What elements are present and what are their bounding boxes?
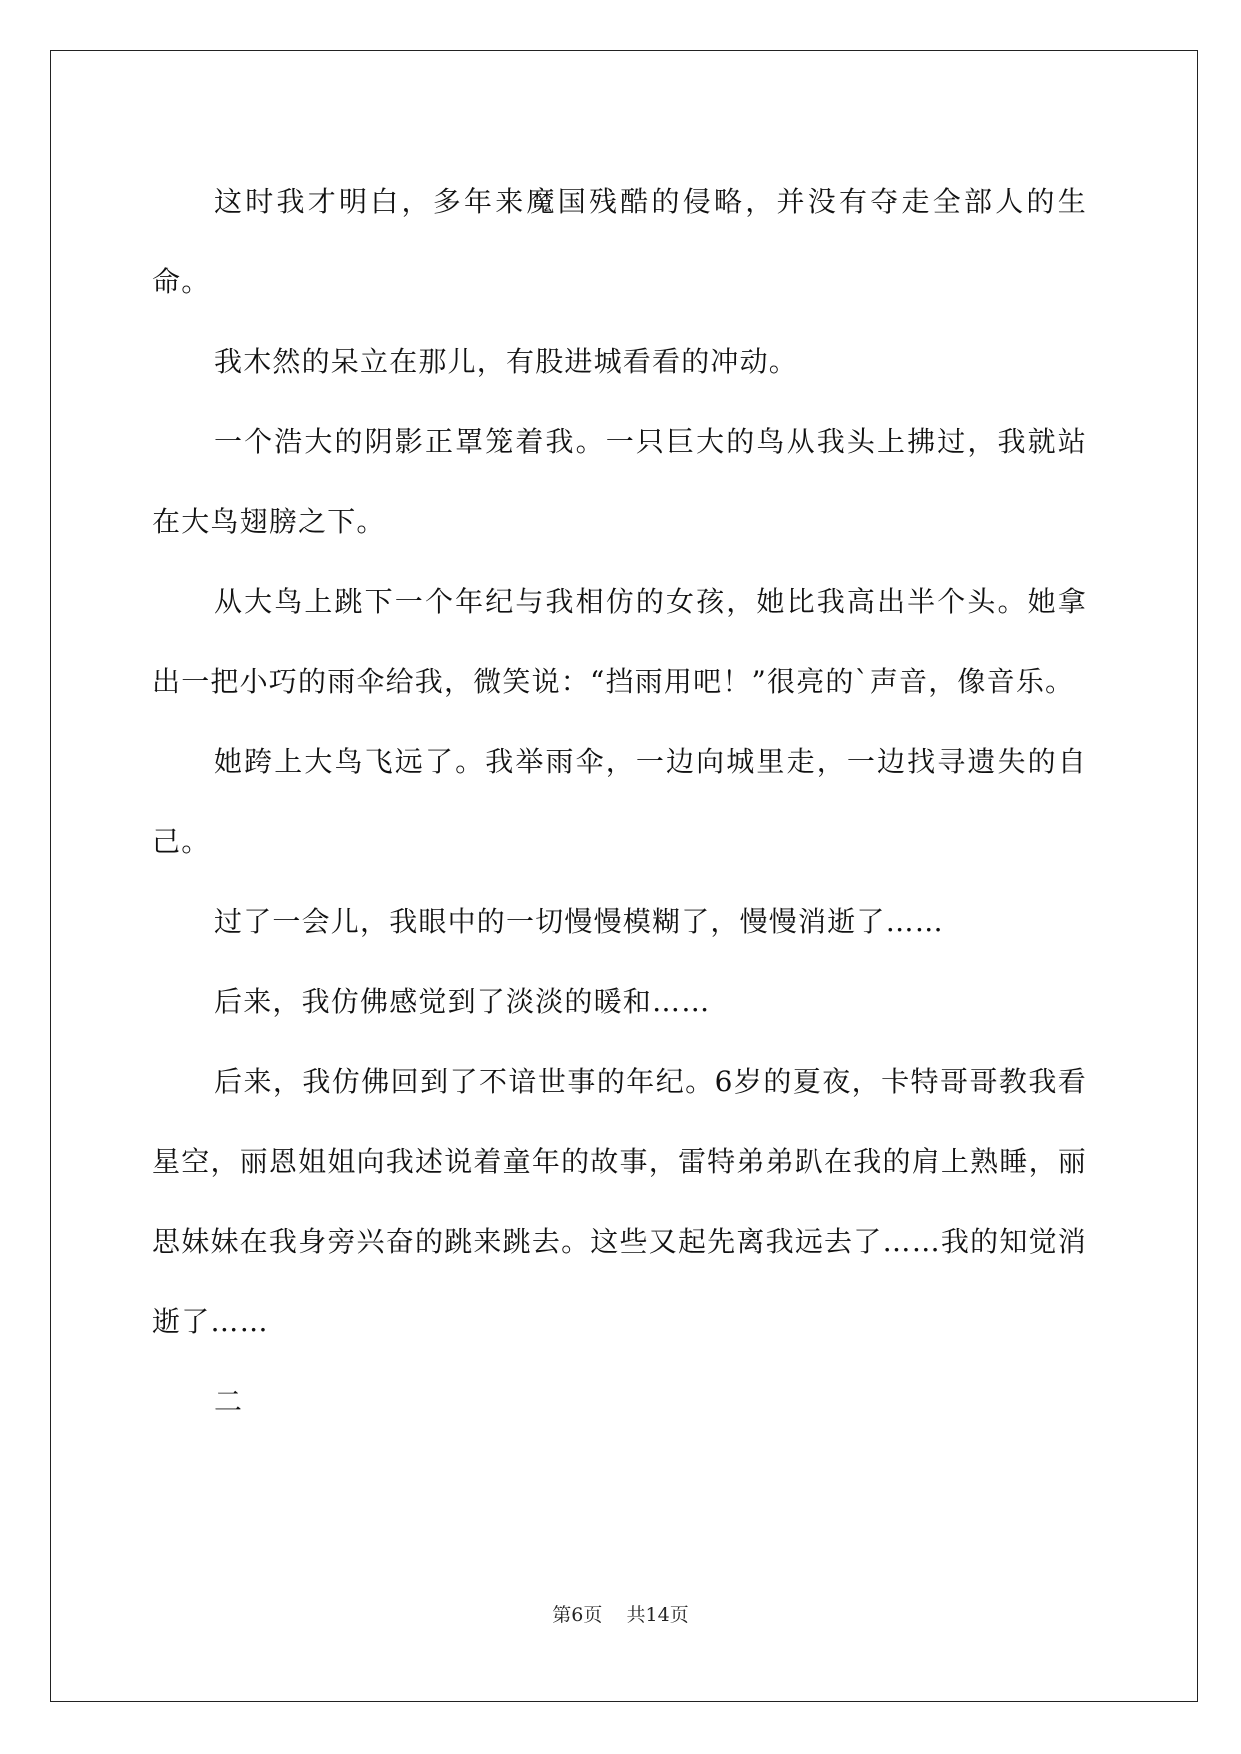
paragraph: 这时我才明白，多年来魔国残酷的侵略，并没有夺走全部人的生命。	[152, 185, 1087, 298]
paragraph: 后来，我仿佛回到了不谙世事的年纪。6岁的夏夜，卡特哥哥教我看星空，丽恩姐姐向我述说着童年的故事，雷特弟弟趴在我的肩上熟睡，丽思妹妹在我身旁兴奋的跳来跳去。这些又起先离我远去了……我的知觉消逝了……	[152, 1065, 1087, 1338]
page-total: 共14页	[626, 1604, 689, 1626]
page-number: 第6页	[552, 1604, 603, 1626]
page-footer	[0, 1600, 1241, 1627]
paragraph: 过了一会儿，我眼中的一切慢慢模糊了，慢慢消逝了……	[214, 905, 945, 938]
paragraph: 后来，我仿佛感觉到了淡淡的暖和……	[214, 985, 711, 1018]
paragraph: 一个浩大的阴影正罩笼着我。一只巨大的鸟从我头上拂过，我就站在大鸟翅膀之下。	[152, 425, 1087, 538]
paragraph: 她跨上大鸟飞远了。我举雨伞，一边向城里走，一边找寻遗失的自己。	[152, 745, 1087, 858]
paragraph: 从大鸟上跳下一个年纪与我相仿的女孩，她比我高出半个头。她拿出一把小巧的雨伞给我，微笑说：“挡雨用吧！”很亮的`声音，像音乐。	[152, 585, 1087, 698]
paragraph: 我木然的呆立在那儿，有股进城看看的冲动。	[214, 345, 799, 378]
section-number: 二	[214, 1385, 244, 1418]
document-body	[152, 162, 1087, 1442]
